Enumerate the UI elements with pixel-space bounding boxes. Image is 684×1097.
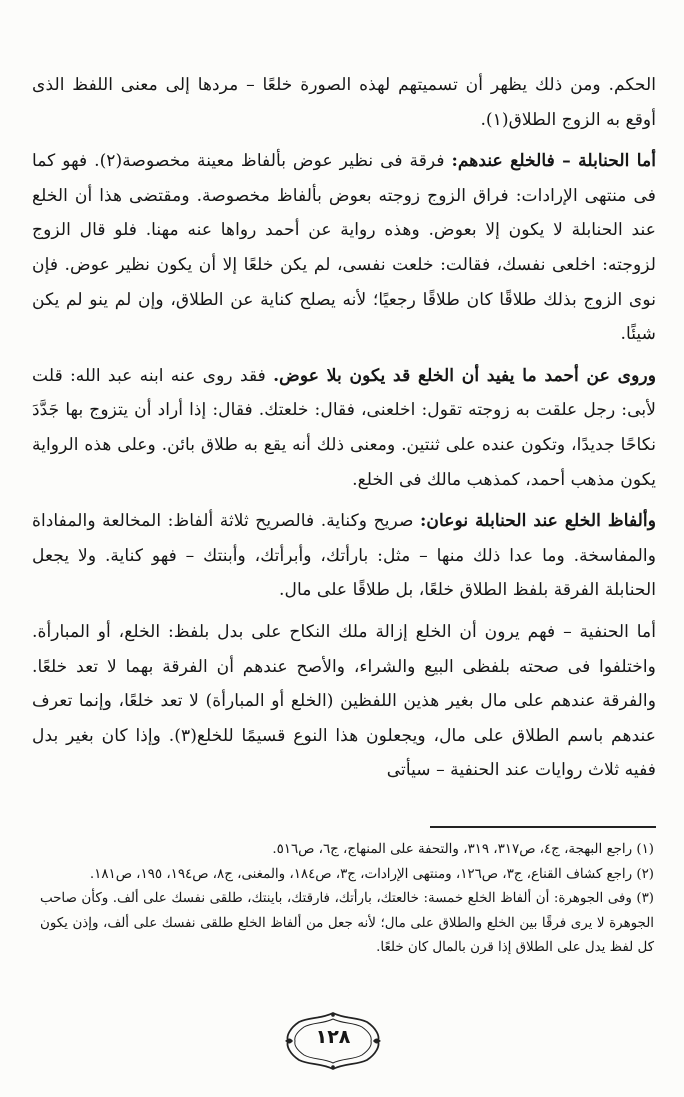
- footnote-2: (٢) راجع كشاف القناع، ج٣، ص١٢٦، ومنتهى الإرادات، ج٣، ص١٨٤، والمغنى، ج٨، ص١٩٤، ١٩٥، ص١٨١.: [89, 866, 654, 882]
- paragraph-hanafi: [32, 615, 656, 788]
- footnote-1: (١) راجع البهجة، ج٤، ص٣١٧، ٣١٩، والتحفة على المنهاج، ج٦، ص٥١٦.: [272, 842, 654, 857]
- paragraph-hanafi-text: أما الحنفية – فهم يرون أن الخلع إزالة ملك النكاح على بدل بلفظ: الخلع، أو المبارأة. واختلفوا فى صحته بلفظى البيع والشراء، والأصح عندهم أن الفرقة بهما لا تعد خلعًا. والفرقة عندهم على مال بغير هذين اللفظين (الخلع أو المبارأة) لا تعد خلعًا، وإنما تعرف عندهم باسم الطلاق على مال، ويجعلون هذا النوع قسيمًا للخلع(٣). وإذا كان بغير بدل ففيه ثلاث روايات عند الحنفية – سيأتى: [32, 621, 656, 781]
- paragraph-hanbali-text: فرقة فى نظير عوض بألفاظ معينة مخصوصة(٢). فهو كما فى منتهى الإرادات: فراق الزوج زوجته بعوض بألفاظ مخصوصة. ومقتضى هذا أن الخلع عند الحنابلة لا يكون إلا بعوض. وهذه رواية عن أحمد رواها عنه مهنا. فلو قال الزوج لزوجته: اخلعى نفسك، فقالت: خلعت نفسى، لم يكن خلعًا إلا أن يكون نظير عوض. فإن نوى الزوج بذلك طلاقًا كان طلاقًا رجعيًا؛ لأنه يصلح كناية عن الطلاق، وإن لم ينو لم يكن شيئًا.: [32, 151, 656, 345]
- paragraph-hanbali-heading: أما الحنابلة – فالخلع عندهم:: [451, 151, 656, 172]
- paragraph-1-text: الحكم. ومن ذلك يظهر أن تسميتهم لهذه الصورة خلعًا – مردها إلى معنى اللفظ الذى أوقع به الزوج الطلاق(١).: [32, 75, 656, 130]
- paragraph-1: [32, 68, 656, 137]
- footnote-3: (٣) وفى الجوهرة: أن ألفاظ الخلع خمسة: خالعتك، بارأتك، فارقتك، باينتك، طلقى نفسك على ألف. وكأن صاحب الجوهرة لا يرى فرقًا بين الخلع والطلاق على مال؛ لأنه جعل من ألفاظ الخلع طلقى نفسك على ألف، وإذن يكون كل لفظ يدل على الطلاق إذا قرن بالمال كان خلعًا.: [40, 891, 654, 956]
- paragraph-ahmad-text: فقد روى عنه ابنه عبد الله: قلت لأبى: رجل علقت به زوجته تقول: اخلعنى، فقال: خلعتك. فقال: إذا أراد أن يتزوج بها جَدَّدَ نكاحًا جديدًا، وتكون عنده على ثنتين. ومعنى ذلك أنه يقع به طلاق بائن. وعلى هذه الرواية يكون مذهب أحمد، كمذهب مالك فى الخلع.: [32, 365, 656, 490]
- paragraph-ahmad-heading: وروى عن أحمد ما يفيد أن الخلع قد يكون بلا عوض.: [273, 365, 656, 386]
- paragraph-khul-terms-heading: وألفاظ الخلع عند الحنابلة نوعان:: [420, 511, 656, 532]
- paragraph-khul-terms: [32, 504, 656, 608]
- paragraph-ahmad-narration: [32, 359, 656, 497]
- main-text: [32, 68, 656, 788]
- page-number: ١٢٨: [315, 1026, 351, 1048]
- paragraph-hanbali: [32, 144, 656, 352]
- footnotes: [40, 838, 654, 961]
- footnote-divider: [430, 826, 656, 828]
- paragraph-khul-terms-text: صريح وكناية. فالصريح ثلاثة ألفاظ: المخالعة والمفاداة والمفاسخة. وما عدا ذلك منها – مثل: بارأتك، وأبرأتك، وأبنتك – فهو كناية. ولا يجعل الحنابلة الفرقة بلفظ الطلاق خلعًا، بل طلاقًا على مال.: [32, 511, 656, 601]
